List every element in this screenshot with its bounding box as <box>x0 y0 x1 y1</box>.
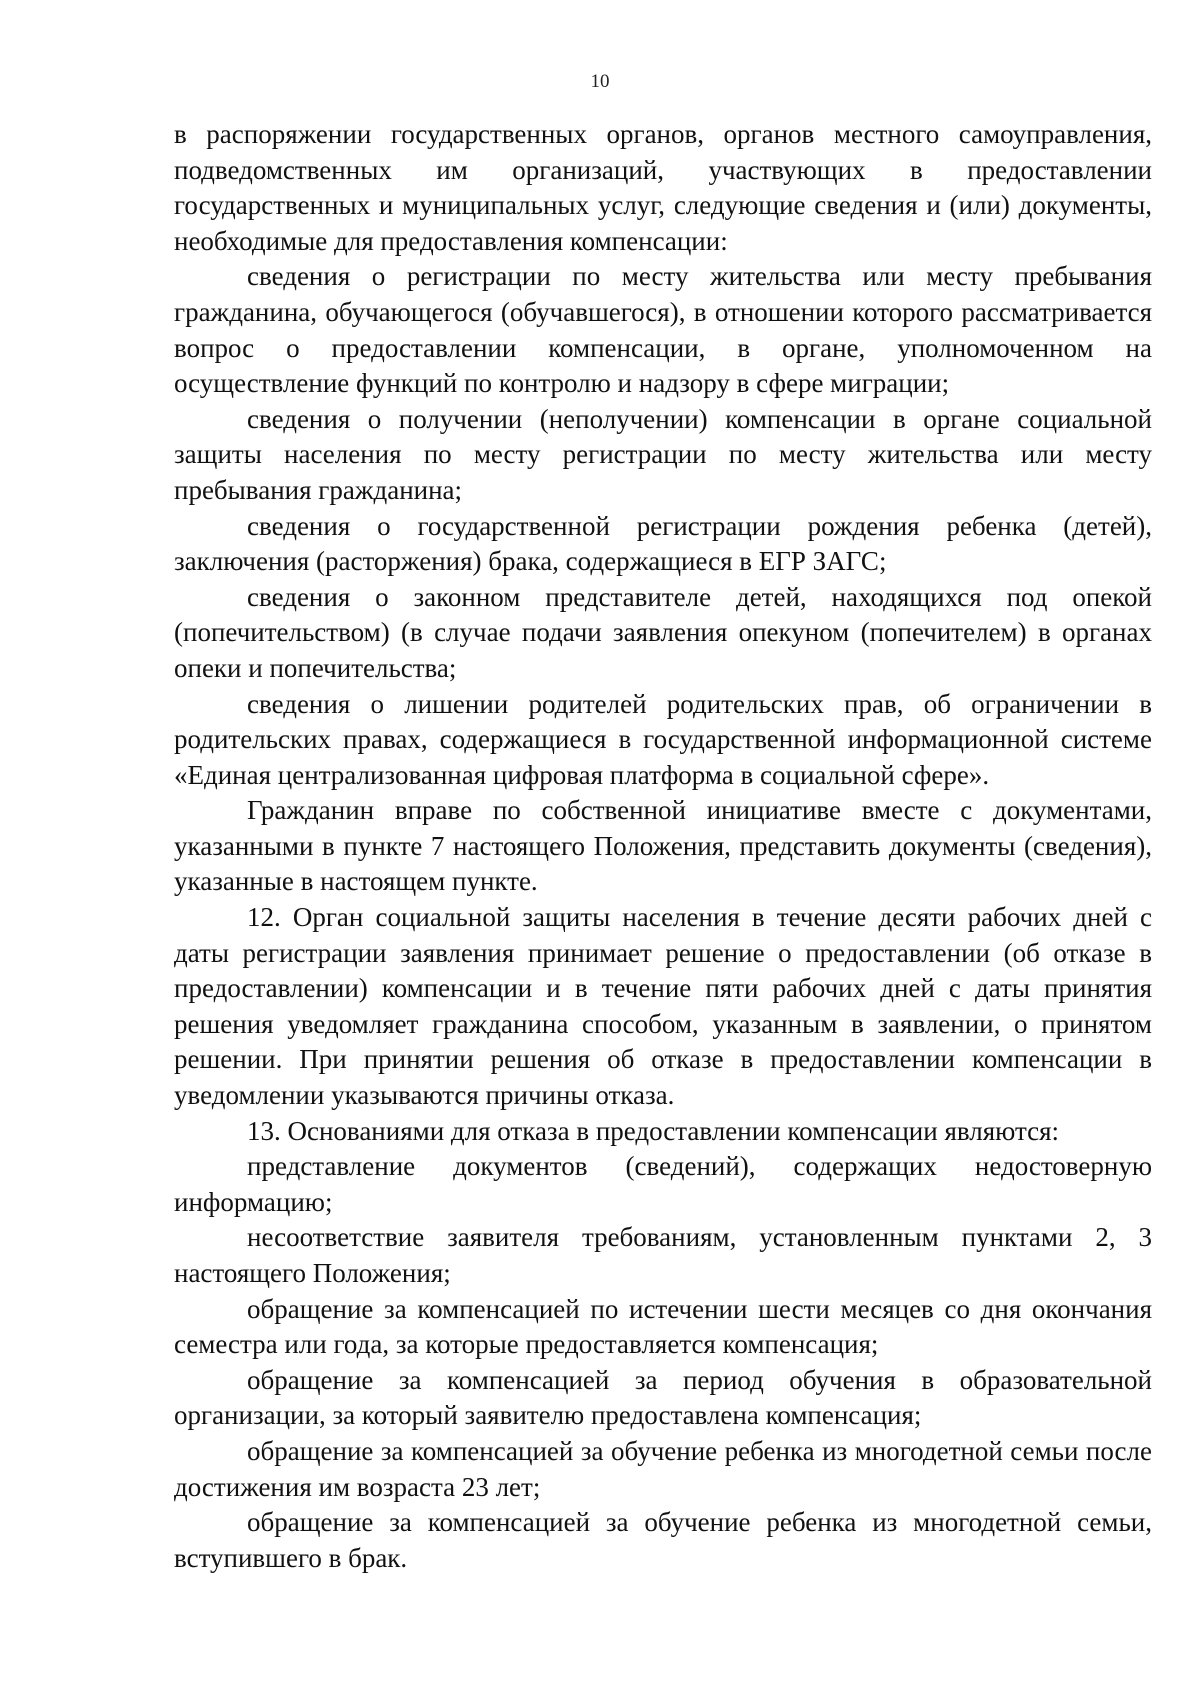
paragraph-item-12: 12. Орган социальной защиты населения в течение десяти рабочих дней с даты регистрации заявления принимает решение о предоставлении (об отказе в предоставлении) компенсации и в течение пяти рабочих дней с даты принятия решения уведомляет гражданина способом, указанным в заявлении, о принятом решении. При принятии решения об отказе в предоставлении компенсации в уведомлении указываются причины отказа. <box>174 902 1152 1111</box>
paragraph-birth-registration-info: сведения о государственной регистрации рождения ребенка (детей), заключения (расторжения) брака, содержащиеся в ЕГР ЗАГС; <box>174 510 1152 577</box>
refusal-ground-age-23: обращение за компенсацией за обучение ребенка из многодетной семьи после достижения им возраста 23 лет; <box>174 1435 1152 1502</box>
refusal-ground-married: обращение за компенсацией за обучение ребенка из многодетной семьи, вступившего в брак. <box>174 1507 1152 1573</box>
paragraph-citizen-initiative: Гражданин вправе по собственной инициативе вместе с документами, указанными в пункте 7 настоящего Положения, представить документы (сведения), указанные в настоящем пункте. <box>174 795 1152 897</box>
refusal-ground-requirements: несоответствие заявителя требованиям, установленным пунктами 2, 3 настоящего Положения; <box>174 1222 1152 1288</box>
paragraph-legal-representative-info: сведения о законном представителе детей, находящихся под опекой (попечительством) (в случае подачи заявления опекуном (попечителем) в органах опеки и попечительства; <box>174 581 1152 683</box>
document-body <box>174 117 1152 1576</box>
refusal-ground-false-info: представление документов (сведений), содержащих недостоверную информацию; <box>174 1151 1152 1217</box>
paragraph-item-13: 13. Основаниями для отказа в предоставлении компенсации являются: <box>247 1115 1060 1146</box>
paragraph-parental-rights-info: сведения о лишении родителей родительских прав, об ограничении в родительских правах, содержащиеся в государственной информационной системе «Единая централизованная цифровая платформа в социальной сфере». <box>174 688 1152 790</box>
paragraph-registration-info: сведения о регистрации по месту жительства или месту пребывания гражданина, обучающегося (обучавшегося), в отношении которого рассматривается вопрос о предоставлении компенсации, в органе, уполномоченном на осуществление функций по контролю и надзору в сфере миграции; <box>174 261 1152 399</box>
page-number: 10 <box>590 71 610 92</box>
refusal-ground-six-months: обращение за компенсацией по истечении шести месяцев со дня окончания семестра или года, за которые предоставляется компенсация; <box>174 1293 1152 1360</box>
paragraph-continuation: в распоряжении государственных органов, органов местного самоуправления, подведомственных им организаций, участвующих в предоставлении государственных и муниципальных услуг, следующие сведения и (или) документы, необходимые для предоставления компенсации: <box>174 119 1152 256</box>
refusal-ground-already-compensated: обращение за компенсацией за период обучения в образовательной организации, за который заявителю предоставлена компенсация; <box>174 1364 1152 1431</box>
paragraph-compensation-receipt-info: сведения о получении (неполучении) компенсации в органе социальной защиты населения по месту регистрации по месту жительства или месту пребывания гражданина; <box>174 403 1152 505</box>
